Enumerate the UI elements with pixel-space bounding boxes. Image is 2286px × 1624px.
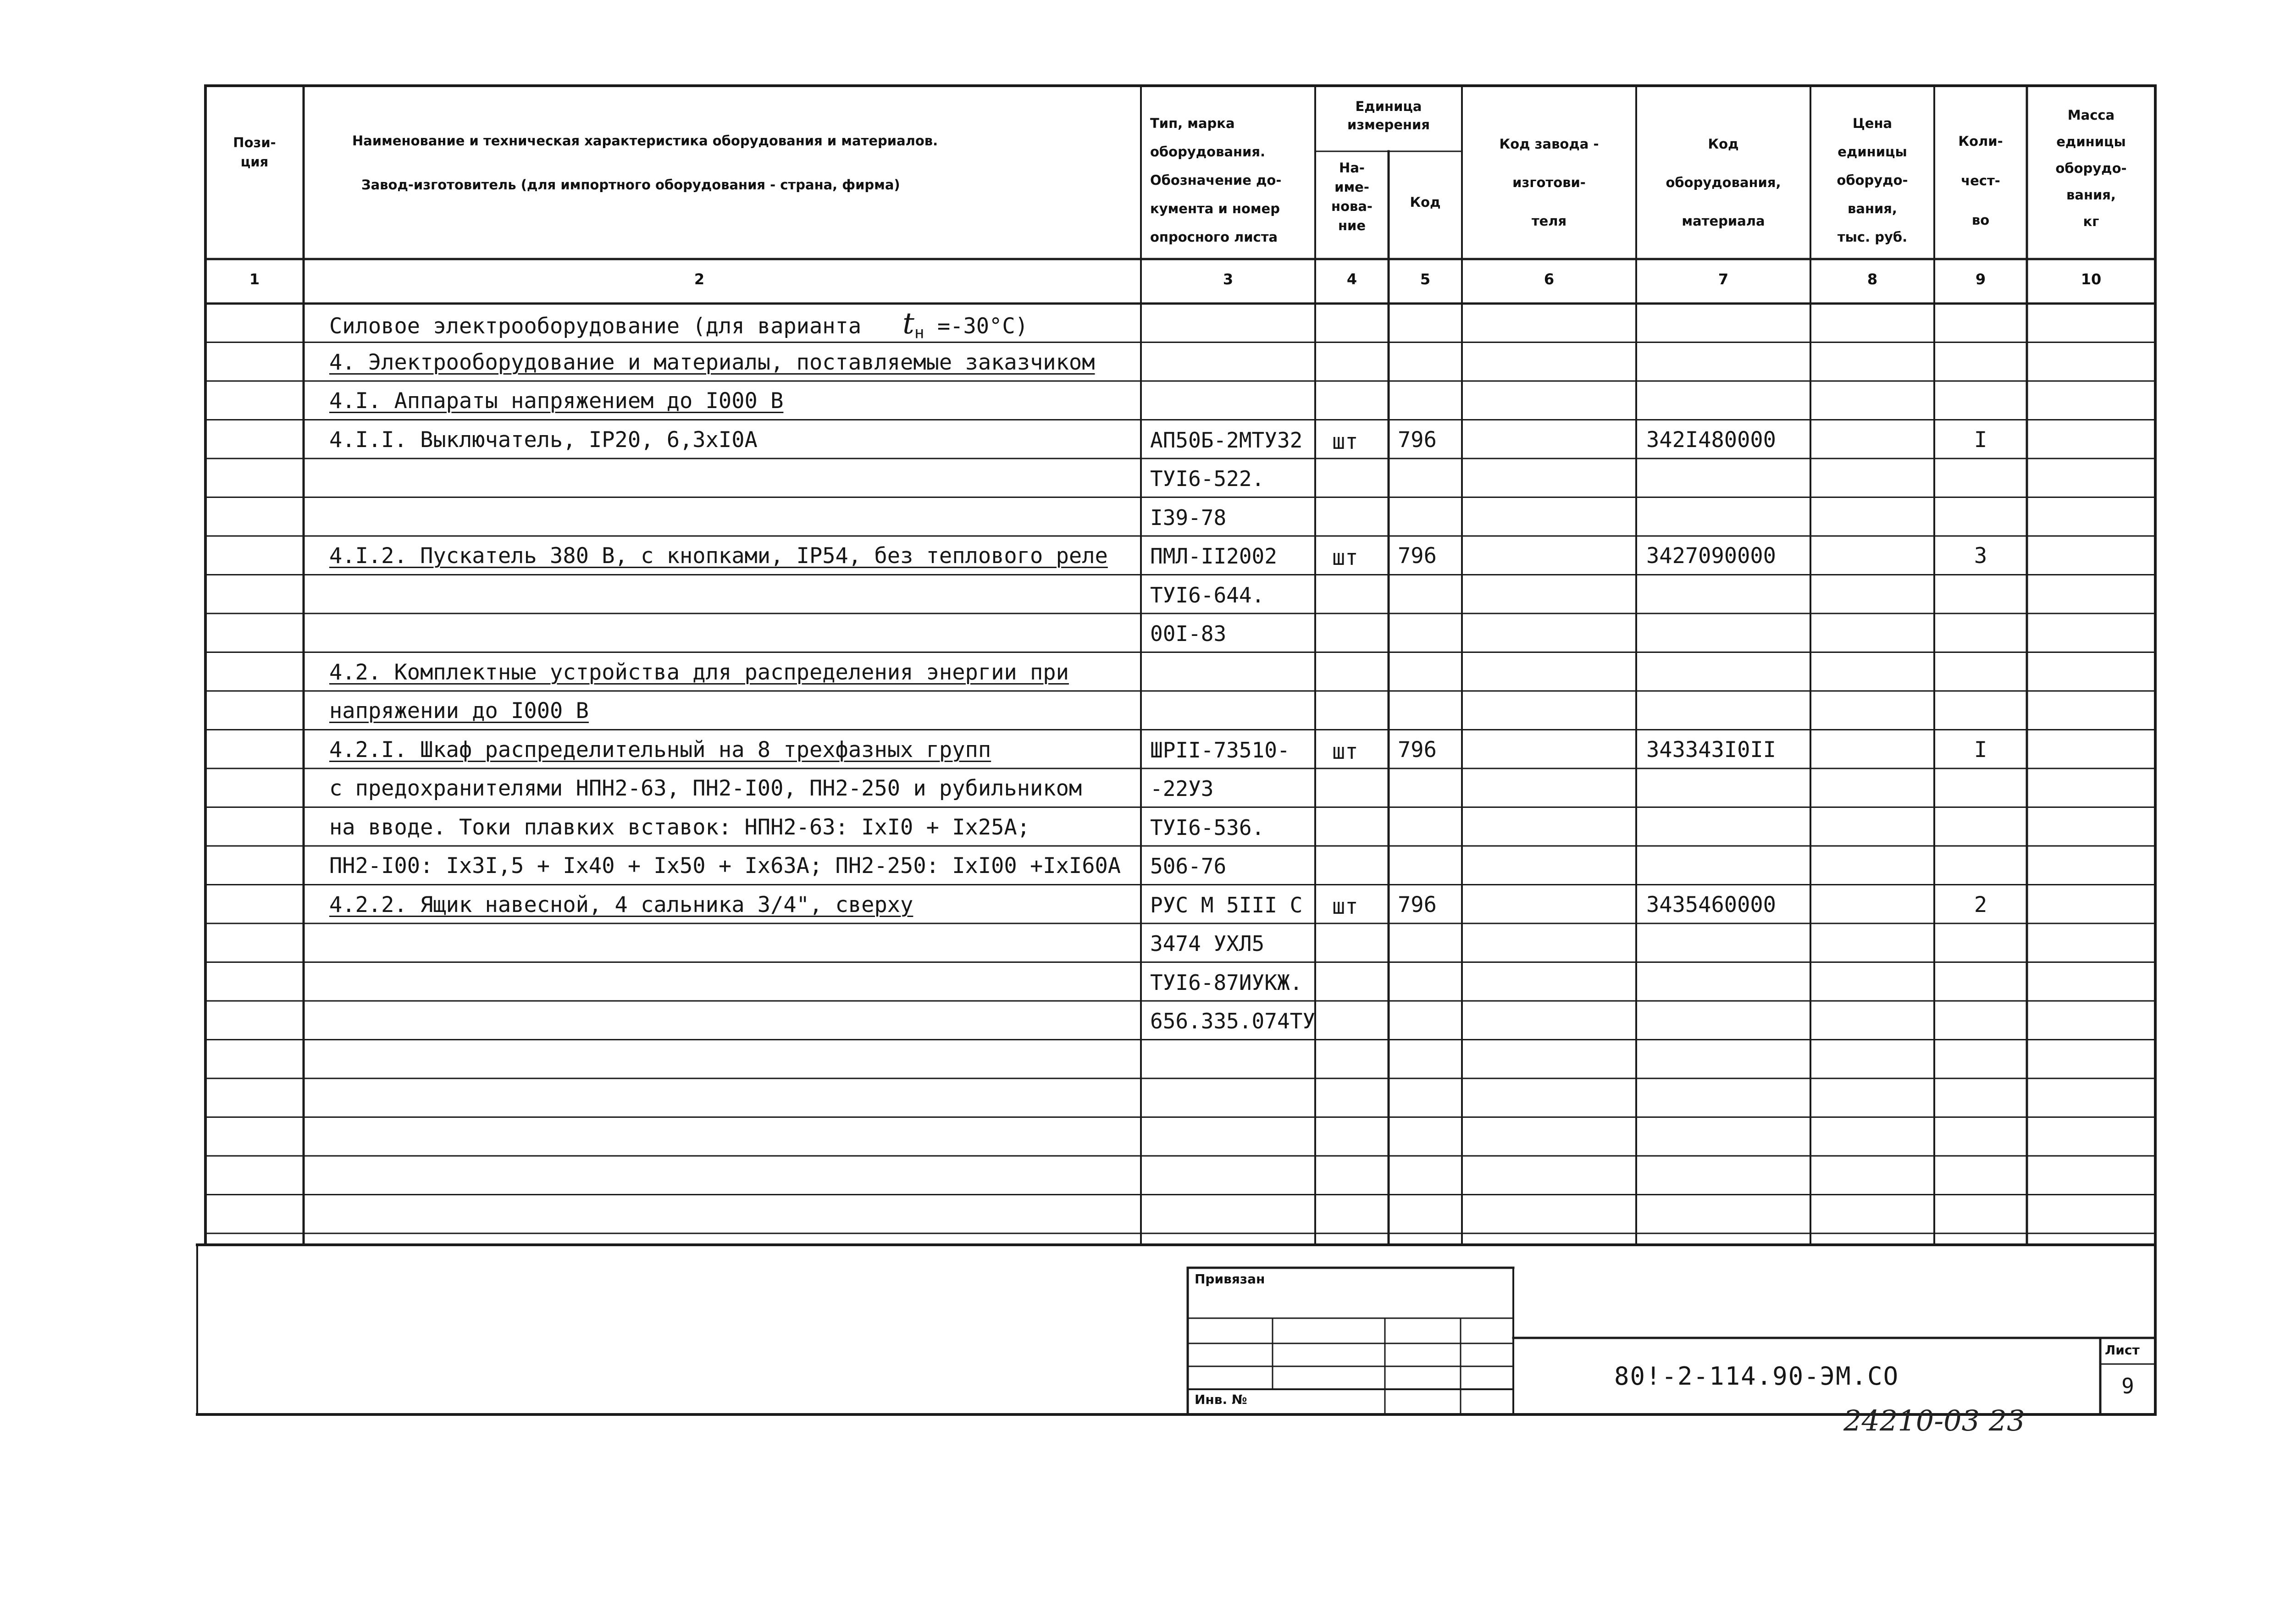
document-code: 80!-2-114.90-ЭМ.СО (1614, 1362, 1899, 1391)
row-type: ПМЛ-II2002 (1150, 544, 1277, 569)
column-number: 5 (1420, 271, 1431, 288)
row-type: 656.335.074ТУ (1150, 1009, 1316, 1033)
row-equip-code: 342I480000 (1646, 427, 1776, 453)
header-type: Тип, марка оборудования. Обозначение до- кумента и номер опросного листа (1150, 116, 1282, 245)
row-unit-code: 796 (1398, 427, 1437, 453)
column-number: 1 (249, 271, 260, 288)
row-type: ТУI6-644. (1150, 582, 1265, 608)
row-type: 00I-83 (1150, 621, 1227, 646)
header-price: Цена единицы оборудо- вания, тыс. руб. (1837, 116, 1908, 245)
column-number: 8 (1867, 271, 1878, 288)
row-type: ТУI6-87ИУКЖ. (1150, 970, 1303, 995)
column-number: 9 (1975, 271, 1986, 288)
header-name-line2: Завод-изготовитель (для импортного оборудования - страна, фирма) (361, 177, 900, 193)
stamp-sheet-number: 9 (2121, 1374, 2134, 1398)
header-plant-code: Код завода - изготови- теля (1499, 136, 1599, 229)
row-qty: I (1974, 427, 1987, 453)
handwritten-number: 24210-03 23 (1843, 1404, 2025, 1437)
header-unit-code: Код (1410, 194, 1441, 210)
row-unit-code: 796 (1398, 543, 1437, 569)
stamp-sheet-label: Лист (2105, 1342, 2140, 1358)
column-number: 10 (2081, 271, 2102, 288)
header-position: Пози- ция (233, 135, 276, 170)
row-name: напряжении до I000 В (329, 698, 589, 724)
formula-subscript: н (914, 323, 924, 342)
row-name: 4.I. Аппараты напряжением до I000 В (329, 388, 784, 414)
header-name-line1: Наименование и техническая характеристика оборудования и материалов. (352, 133, 938, 149)
column-number: 2 (694, 271, 705, 288)
row-equip-code: 3427090000 (1646, 543, 1776, 569)
header-unit-group: Единица измерения (1347, 99, 1430, 133)
row-name: 4.I.I. Выключатель, IP20, 6,3хI0А (329, 427, 758, 453)
row-type: АП50Б-2МТУ32 (1150, 427, 1303, 453)
row-type: РУС М 5III С (1150, 892, 1303, 917)
row-name: Силовое электрооборудование (для варианта $t_н =-30^\circ С$) (329, 307, 1028, 342)
row-name: 4.I.2. Пускатель 380 В, с кнопками, IP54, без теплового реле (329, 543, 1108, 569)
column-number: 6 (1544, 271, 1555, 288)
stamp-inv-label: Инв. № (1195, 1392, 1247, 1407)
row-type: ТУI6-522. (1150, 466, 1265, 491)
header-mass: Масса единицы оборудо- вания, кг (2055, 107, 2127, 229)
row-name: 4.2. Комплектные устройства для распределения энергии при (329, 659, 1069, 685)
row-unit-code: 796 (1398, 892, 1437, 917)
row-unit: шт (1332, 429, 1358, 454)
row-name: с предохранителями НПН2-63, ПН2-I00, ПН2-250 и рубильником (329, 776, 1082, 801)
row-qty: 3 (1974, 543, 1987, 569)
header-qty: Коли- чест- во (1958, 133, 2003, 228)
formula-t: t (902, 307, 914, 341)
row-type: ТУI6-536. (1150, 815, 1265, 840)
row-equip-code: 343343I0II (1646, 737, 1776, 762)
row-unit: шт (1332, 545, 1358, 570)
row-type: 506-76 (1150, 854, 1227, 878)
row-unit-code: 796 (1398, 737, 1437, 762)
row-name: ПН2-I00: Iх3I,5 + Iх40 + Iх50 + Iх63А; ПН2-250: IхI00 +IхI60А (329, 853, 1121, 878)
row-name: на вводе. Токи плавких вставок: НПН2-63: IхI0 + Iх25А; (329, 814, 1030, 840)
row-equip-code: 3435460000 (1646, 892, 1776, 917)
row-name: 4.2.2. Ящик навесной, 4 сальника 3/4", сверху (329, 892, 913, 917)
column-number: 3 (1223, 271, 1234, 288)
row-qty: 2 (1974, 892, 1987, 917)
row-name: 4.2.I. Шкаф распределительный на 8 трехфазных групп (329, 737, 991, 762)
formula-tail: =-30°С) (924, 314, 1028, 339)
row-name: 4. Электрооборудование и материалы, поставляемые заказчиком (329, 349, 1095, 375)
header-unit-name: На- име- нова- ние (1331, 160, 1373, 233)
row-unit: шт (1332, 894, 1358, 919)
stamp-bound-label: Привязан (1195, 1271, 1265, 1287)
column-number: 7 (1718, 271, 1729, 288)
row-qty: I (1974, 737, 1987, 762)
row-type: 3474 УХЛ5 (1150, 931, 1265, 956)
column-number: 4 (1346, 271, 1357, 288)
header-equip-code: Код оборудования, материала (1666, 136, 1781, 229)
row-type: I39-78 (1150, 505, 1227, 530)
row-unit: шт (1332, 739, 1358, 764)
row-type: ШРII-73510- (1150, 737, 1290, 762)
row-type: -22У3 (1150, 776, 1214, 801)
